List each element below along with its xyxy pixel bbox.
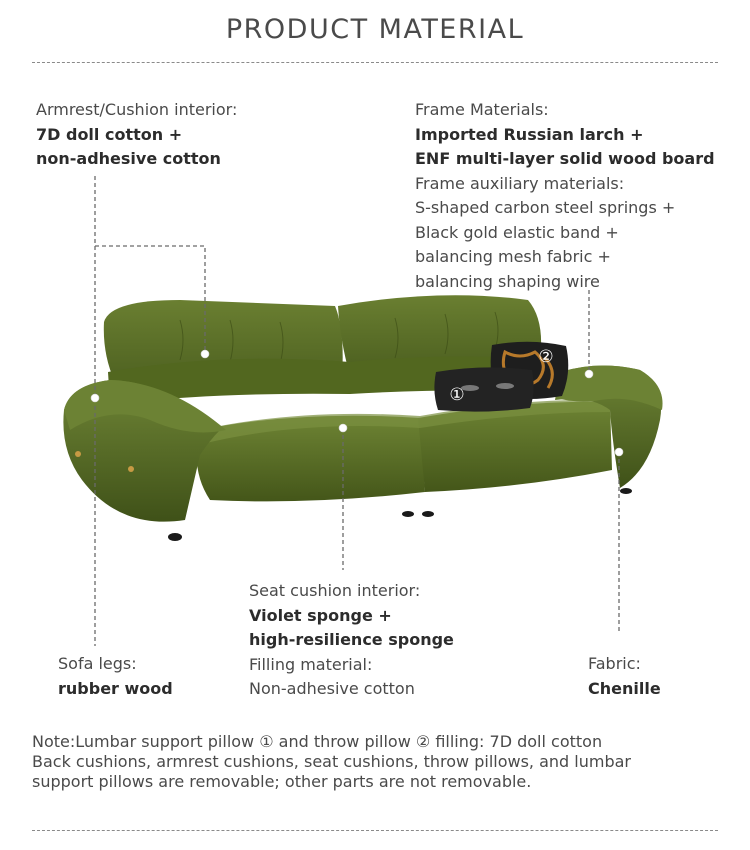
frame-aux-1: S-shaped carbon steel springs + — [415, 198, 676, 217]
filling-heading: Filling material: — [249, 654, 373, 674]
armrest-heading: Armrest/Cushion interior: — [36, 100, 238, 119]
note-block — [32, 732, 722, 792]
frame-line-2: ENF multi-layer solid wood board — [415, 149, 715, 168]
left-armrest — [63, 380, 226, 522]
filling-value: Non-adhesive cotton — [249, 679, 415, 698]
seat-line-2: high-resilience sponge — [249, 630, 454, 649]
legs-value: rubber wood — [58, 678, 173, 698]
armrest-line-1: 7D doll cotton + — [36, 124, 183, 144]
frame-aux-2: Black gold elastic band + — [415, 222, 619, 242]
fabric-callout — [588, 652, 661, 701]
note-line-2: Back cushions, armrest cushions, seat cushions, throw pillows, and lumbar — [32, 752, 631, 771]
pillow-one-label: ① — [449, 385, 465, 405]
armrest-line-2: non-adhesive cotton — [36, 149, 221, 168]
left-arm-stud-icon — [75, 451, 81, 457]
fabric-heading: Fabric: — [588, 654, 641, 673]
frame-line-1: Imported Russian larch + — [415, 124, 644, 144]
frame-heading: Frame Materials: — [415, 100, 549, 119]
pillow-two-label: ② — [538, 347, 554, 367]
seat-line-1: Violet sponge + — [249, 605, 392, 625]
page-title: PRODUCT MATERIAL — [225, 14, 525, 45]
seat-heading: Seat cushion interior: — [249, 581, 421, 600]
left-arm-stud-icon — [128, 466, 134, 472]
legs-callout — [58, 652, 173, 701]
note-line-3: support pillows are removable; other parts are not removable. — [32, 772, 532, 791]
frame-aux-3: balancing mesh fabric + — [415, 247, 611, 266]
frame-aux-heading: Frame auxiliary materials: — [415, 173, 625, 193]
frame-aux-4: balancing shaping wire — [415, 271, 600, 291]
fabric-value: Chenille — [588, 678, 661, 698]
bottom-divider — [32, 830, 718, 831]
legs-heading: Sofa legs: — [58, 654, 137, 673]
note-line-1: Note:Lumbar support pillow ① and throw pillow ② filling: 7D doll cotton — [32, 732, 603, 751]
seat-cushions — [197, 400, 612, 502]
seat-callout — [249, 579, 454, 702]
